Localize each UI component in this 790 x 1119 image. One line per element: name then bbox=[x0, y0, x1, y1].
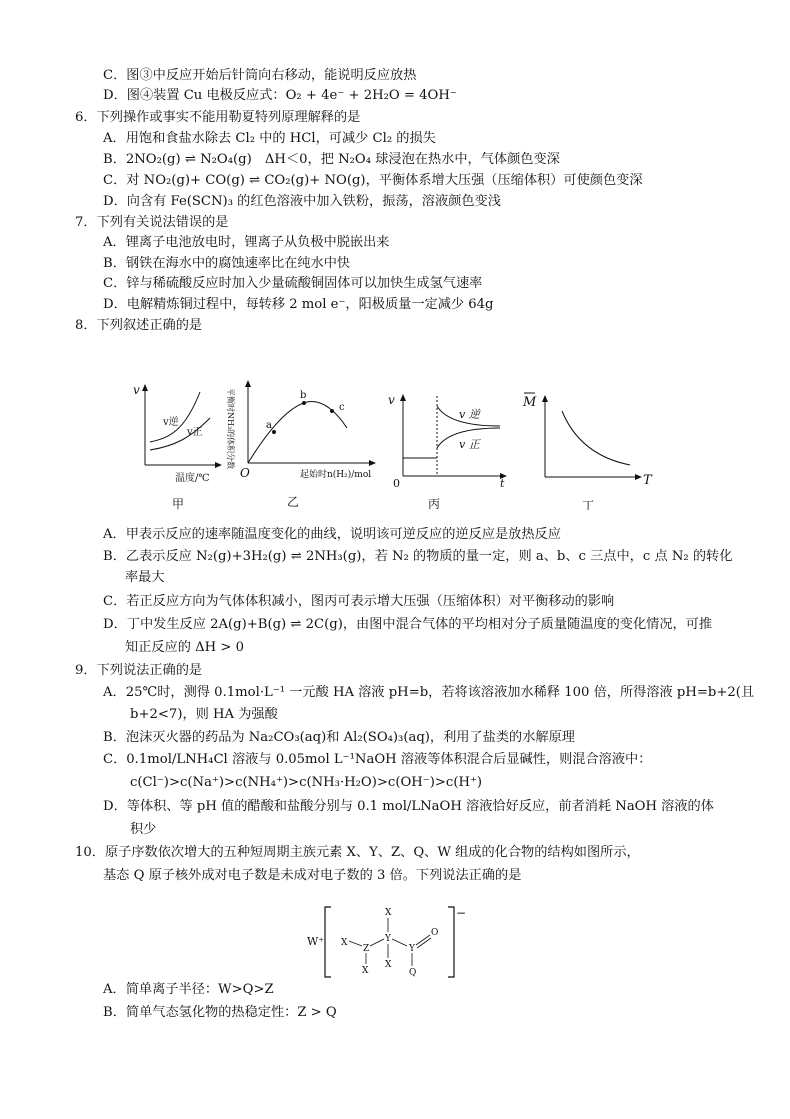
text-line: C．对 NO₂(g)+ CO(g) ⇌ CO₂(g)+ NO(g)，平衡体系增大压强（压缩体积）可使颜色变深 bbox=[103, 173, 643, 188]
text-line: A．锂离子电池放电时，锂离子从负极中脱嵌出来 bbox=[103, 235, 390, 250]
text-line: A．用饱和食盐水除去 Cl₂ 中的 HCl，可减少 Cl₂ 的损失 bbox=[103, 131, 436, 146]
atom-y-center: Y bbox=[385, 934, 391, 944]
bing-caption: 丙 bbox=[428, 497, 441, 510]
text-line: B．简单气态氢化物的热稳定性：Z > Q bbox=[103, 1005, 337, 1020]
atom-y-right: Y bbox=[409, 944, 415, 954]
text-line: C．若正反应方向为气体体积减小，图丙可表示增大压强（压缩体积）对平衡移动的影响 bbox=[103, 594, 615, 609]
text-line: 10．原子序数依次增大的五种短周期主族元素 X、Y、Z、Q、W 组成的化合物的结构如图所示， bbox=[75, 845, 640, 860]
jia-curve1-label: v逆 bbox=[163, 417, 179, 428]
jia-caption: 甲 bbox=[172, 497, 185, 510]
yi-point-b: b bbox=[300, 390, 307, 401]
text-line: B．泡沫灭火器的药品为 Na₂CO₃(aq)和 Al₂(SO₄)₃(aq)，利用了盐类的水解原理 bbox=[103, 730, 575, 745]
bing-xlabel: t bbox=[500, 477, 505, 490]
text-line: D．丁中发生反应 2A(g)+B(g) ⇌ 2C(g)，由图中混合气体的平均相对分子质量随温度的变化情况，可推 bbox=[103, 617, 713, 632]
text-line: 9．下列说法正确的是 bbox=[75, 663, 203, 678]
atom-o: O bbox=[431, 928, 439, 938]
text-line: C．图③中反应开始后针筒向右移动，能说明反应放热 bbox=[103, 68, 417, 83]
yi-point-c: c bbox=[339, 402, 345, 413]
text-line: 8．下列叙述正确的是 bbox=[75, 318, 203, 333]
figure-yi bbox=[222, 378, 387, 510]
text-line: B．乙表示反应 N₂(g)+3H₂(g) ⇌ 2NH₃(g)，若 N₂ 的物质的量一定，则 a、b、c 三点中，c 点 N₂ 的转化 bbox=[103, 549, 733, 564]
atom-x-top: X bbox=[385, 908, 392, 918]
structure-cation: W⁺ bbox=[307, 935, 325, 948]
text-line: B．钢铁在海水中的腐蚀速率比在纯水中快 bbox=[103, 256, 351, 271]
text-line: D．图④装置 Cu 电极反应式：O₂ + 4e⁻ + 2H₂O = 4OH⁻ bbox=[103, 88, 457, 103]
ding-caption: 丁 bbox=[582, 499, 595, 510]
text-line: D．向含有 Fe(SCN)₃ 的红色溶液中加入铁粉，振荡，溶液颜色变浅 bbox=[103, 194, 501, 209]
figure-jia bbox=[125, 380, 225, 510]
bing-ylabel: v bbox=[388, 393, 395, 407]
yi-caption: 乙 bbox=[287, 495, 300, 509]
structure-charge: − bbox=[456, 906, 467, 920]
atom-q: Q bbox=[409, 968, 417, 978]
text-line: C．锌与稀硫酸反应时加入少量硫酸铜固体可以加快生成氢气速率 bbox=[103, 276, 483, 291]
bing-lower-label: v 正 bbox=[459, 438, 480, 451]
jia-curve2-label: v正 bbox=[187, 427, 203, 438]
figure-bing bbox=[385, 390, 520, 510]
text-line: C．0.1mol/LNH₄Cl 溶液与 0.05mol L⁻¹NaOH 溶液等体积混合后显碱性，则混合溶液中： bbox=[103, 752, 652, 767]
figure-ding bbox=[520, 385, 660, 510]
text-line: 知正反应的 ΔH > 0 bbox=[125, 640, 244, 655]
yi-point-a: a bbox=[266, 420, 272, 431]
text-line: D．等体积、等 pH 值的醋酸和盐酸分别与 0.1 mol/LNaOH 溶液恰好反应，前者消耗 NaOH 溶液的体 bbox=[103, 799, 714, 814]
yi-origin: O bbox=[240, 466, 250, 480]
text-line: 7．下列有关说法错误的是 bbox=[75, 215, 229, 230]
text-line: A．简单离子半径：W>Q>Z bbox=[103, 982, 274, 997]
text-line: A．25℃时，测得 0.1mol·L⁻¹ 一元酸 HA 溶液 pH=b，若将该溶液加水稀释 100 倍，所得溶液 pH=b+2(且 bbox=[103, 685, 755, 700]
atom-x-z-bottom: X bbox=[362, 966, 369, 976]
yi-ylabel: 平衡时NH₃的体积分数 bbox=[226, 388, 235, 470]
yi-xlabel: 起始时n(H₂)/mol bbox=[300, 470, 372, 480]
ding-ylabel: M bbox=[523, 395, 537, 410]
text-line: 基态 Q 原子核外成对电子数是未成对电子数的 3 倍。下列说法正确的是 bbox=[103, 868, 522, 883]
text-line: 积少 bbox=[130, 822, 157, 837]
structure-diagram bbox=[305, 895, 475, 983]
atom-x-bottom: X bbox=[385, 960, 392, 970]
text-line: 率最大 bbox=[125, 570, 165, 585]
atom-z: Z bbox=[363, 944, 370, 954]
text-line: A．甲表示反应的速率随温度变化的曲线，说明该可逆反应的逆反应是放热反应 bbox=[103, 527, 561, 542]
jia-ylabel: v bbox=[133, 383, 140, 397]
text-line: D．电解精炼铜过程中，每转移 2 mol e⁻，阳极质量一定减少 64g bbox=[103, 297, 494, 312]
jia-xlabel: 温度/℃ bbox=[175, 473, 210, 484]
text-line: B．2NO₂(g) ⇌ N₂O₄(g) ΔH＜0，把 N₂O₄ 球浸泡在热水中，气体颜色变深 bbox=[103, 152, 560, 167]
bing-origin: 0 bbox=[393, 477, 400, 490]
bing-upper-label: v 逆 bbox=[459, 408, 480, 421]
text-line: b+2<7)，则 HA 为强酸 bbox=[130, 707, 278, 722]
ding-xlabel: T bbox=[643, 473, 652, 488]
text-line: c(Cl⁻)>c(Na⁺)>c(NH₄⁺)>c(NH₃·H₂O)>c(OH⁻)>c(H⁺) bbox=[130, 775, 483, 790]
atom-x-left: X bbox=[341, 938, 348, 948]
text-line: 6．下列操作或事实不能用勒夏特列原理解释的是 bbox=[75, 110, 361, 125]
